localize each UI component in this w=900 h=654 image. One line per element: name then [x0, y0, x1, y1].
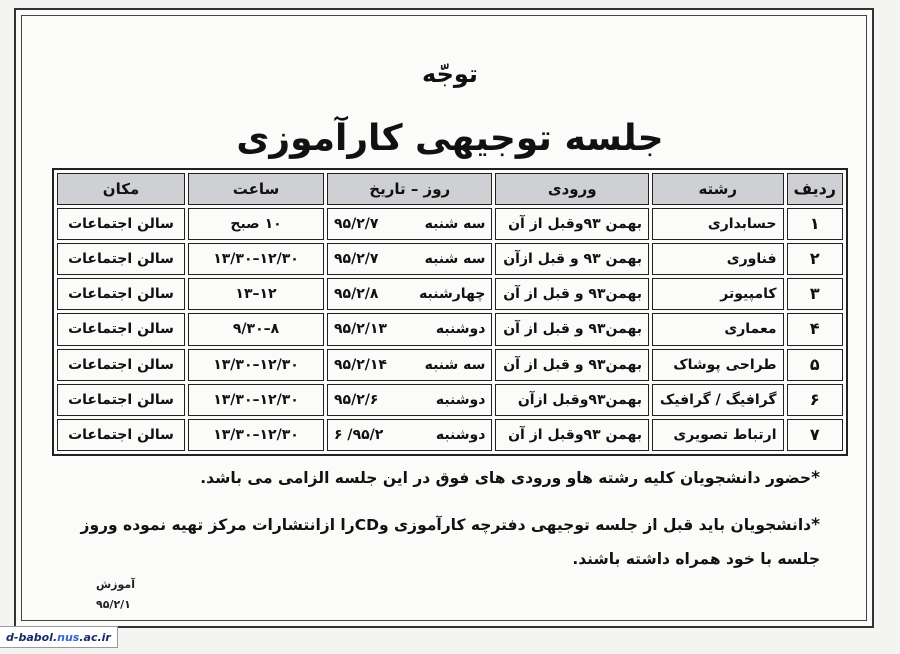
- field-cell: حسابداری: [652, 208, 784, 240]
- header-field: رشته: [652, 173, 784, 205]
- row-number: ۶: [787, 384, 843, 416]
- table-row: [57, 208, 843, 240]
- table-row: [57, 313, 843, 345]
- watermark-highlight: nus: [57, 630, 80, 644]
- date-cell: [327, 313, 492, 345]
- day-label: چهارشنبه: [419, 286, 486, 303]
- date-label: ۹۵/۲/۱۴: [334, 356, 387, 373]
- place-cell: سالن اجتماعات: [57, 349, 185, 381]
- header-time: ساعت: [188, 173, 324, 205]
- place-cell: سالن اجتماعات: [57, 384, 185, 416]
- date-label: ۹۵/۲/۷: [334, 216, 379, 233]
- note-marker: *: [811, 468, 820, 488]
- date-cell: [327, 419, 492, 451]
- row-number: ۵: [787, 349, 843, 381]
- row-number: ۳: [787, 278, 843, 310]
- date-label: ۹۵/۲/۸: [334, 286, 379, 303]
- watermark-suffix: .ac.ir: [79, 630, 111, 644]
- time-cell: ۱۲–۱۳: [188, 278, 324, 310]
- table-row: [57, 278, 843, 310]
- day-label: سه شنبه: [424, 251, 486, 268]
- schedule-table: [52, 168, 848, 456]
- entry-cell: بهمن ۹۳وقبل از آن: [495, 419, 649, 451]
- date-cell: [327, 278, 492, 310]
- site-watermark: [0, 626, 118, 648]
- field-cell: فناوری: [652, 243, 784, 275]
- row-number: ۲: [787, 243, 843, 275]
- place-cell: سالن اجتماعات: [57, 313, 185, 345]
- time-cell: ۱۲/۳۰–۱۳/۳۰: [188, 243, 324, 275]
- date-cell: [327, 243, 492, 275]
- time-cell: ۱۲/۳۰–۱۳/۳۰: [188, 384, 324, 416]
- header-entry: ورودی: [495, 173, 649, 205]
- entry-cell: بهمن ۹۳ و قبل ازآن: [495, 243, 649, 275]
- date-cell: [327, 349, 492, 381]
- header-date: روز – تاریخ: [327, 173, 492, 205]
- note-attendance: [60, 468, 820, 488]
- entry-cell: بهمن۹۳ و قبل از آن: [495, 278, 649, 310]
- date-label: ۹۵/۲/۶: [334, 391, 379, 408]
- notice-title: جلسه توجیهی کارآموزی: [236, 118, 664, 159]
- date-label: ۹۵/۲/۱۳: [334, 321, 387, 338]
- place-cell: سالن اجتماعات: [57, 208, 185, 240]
- note-text: حضور دانشجویان کلیه رشته هاو ورودی های فوق در این جلسه الزامی می باشد.: [200, 469, 812, 487]
- entry-cell: بهمن۹۳ و قبل از آن: [495, 313, 649, 345]
- entry-cell: بهمن۹۳ و قبل از آن: [495, 349, 649, 381]
- footer-date: ۹۵/۲/۱: [96, 598, 131, 611]
- field-cell: گرافیگ / گرافیک: [652, 384, 784, 416]
- attention-heading: توجّه: [422, 60, 478, 88]
- watermark-prefix: d-babol.: [6, 630, 58, 644]
- field-cell: ارتباط تصویری: [652, 419, 784, 451]
- place-cell: سالن اجتماعات: [57, 243, 185, 275]
- time-cell: ۱۲/۳۰–۱۳/۳۰: [188, 419, 324, 451]
- time-cell: ۱۰ صبح: [188, 208, 324, 240]
- date-cell: [327, 208, 492, 240]
- table-row: [57, 384, 843, 416]
- field-cell: طراحی پوشاک: [652, 349, 784, 381]
- table-row: [57, 243, 843, 275]
- table-row: [57, 419, 843, 451]
- table-header-row: [57, 173, 843, 205]
- field-cell: معماری: [652, 313, 784, 345]
- note-marker: *: [811, 515, 820, 535]
- place-cell: سالن اجتماعات: [57, 278, 185, 310]
- place-cell: سالن اجتماعات: [57, 419, 185, 451]
- day-label: سه شنبه: [424, 216, 486, 233]
- row-number: ۱: [787, 208, 843, 240]
- row-number: ۴: [787, 313, 843, 345]
- day-label: دوشنبه: [435, 321, 486, 338]
- time-cell: ۸–۹/۳۰: [188, 313, 324, 345]
- entry-cell: بهمن ۹۳وقبل از آن: [495, 208, 649, 240]
- date-label: ۹۵/۲/ ۶: [334, 426, 384, 443]
- header-place: مکان: [57, 173, 185, 205]
- header-row-number: ردیف: [787, 173, 843, 205]
- date-cell: [327, 384, 492, 416]
- table-row: [57, 349, 843, 381]
- day-label: دوشنبه: [435, 391, 486, 408]
- entry-cell: بهمن۹۳وقبل ازآن: [495, 384, 649, 416]
- note-materials: [60, 508, 820, 576]
- day-label: دوشنبه: [435, 426, 486, 443]
- day-label: سه شنبه: [424, 356, 486, 373]
- footer-office: آموزش: [96, 578, 135, 591]
- note-text: دانشجویان باید قبل از جلسه توجیهی دفترچه کارآموزی وCDرا ازانتشارات مرکز تهیه نموده وروز جلسه با خود همراه داشته باشند.: [80, 516, 820, 568]
- time-cell: ۱۲/۳۰–۱۳/۳۰: [188, 349, 324, 381]
- field-cell: کامپیوتر: [652, 278, 784, 310]
- date-label: ۹۵/۲/۷: [334, 251, 379, 268]
- row-number: ۷: [787, 419, 843, 451]
